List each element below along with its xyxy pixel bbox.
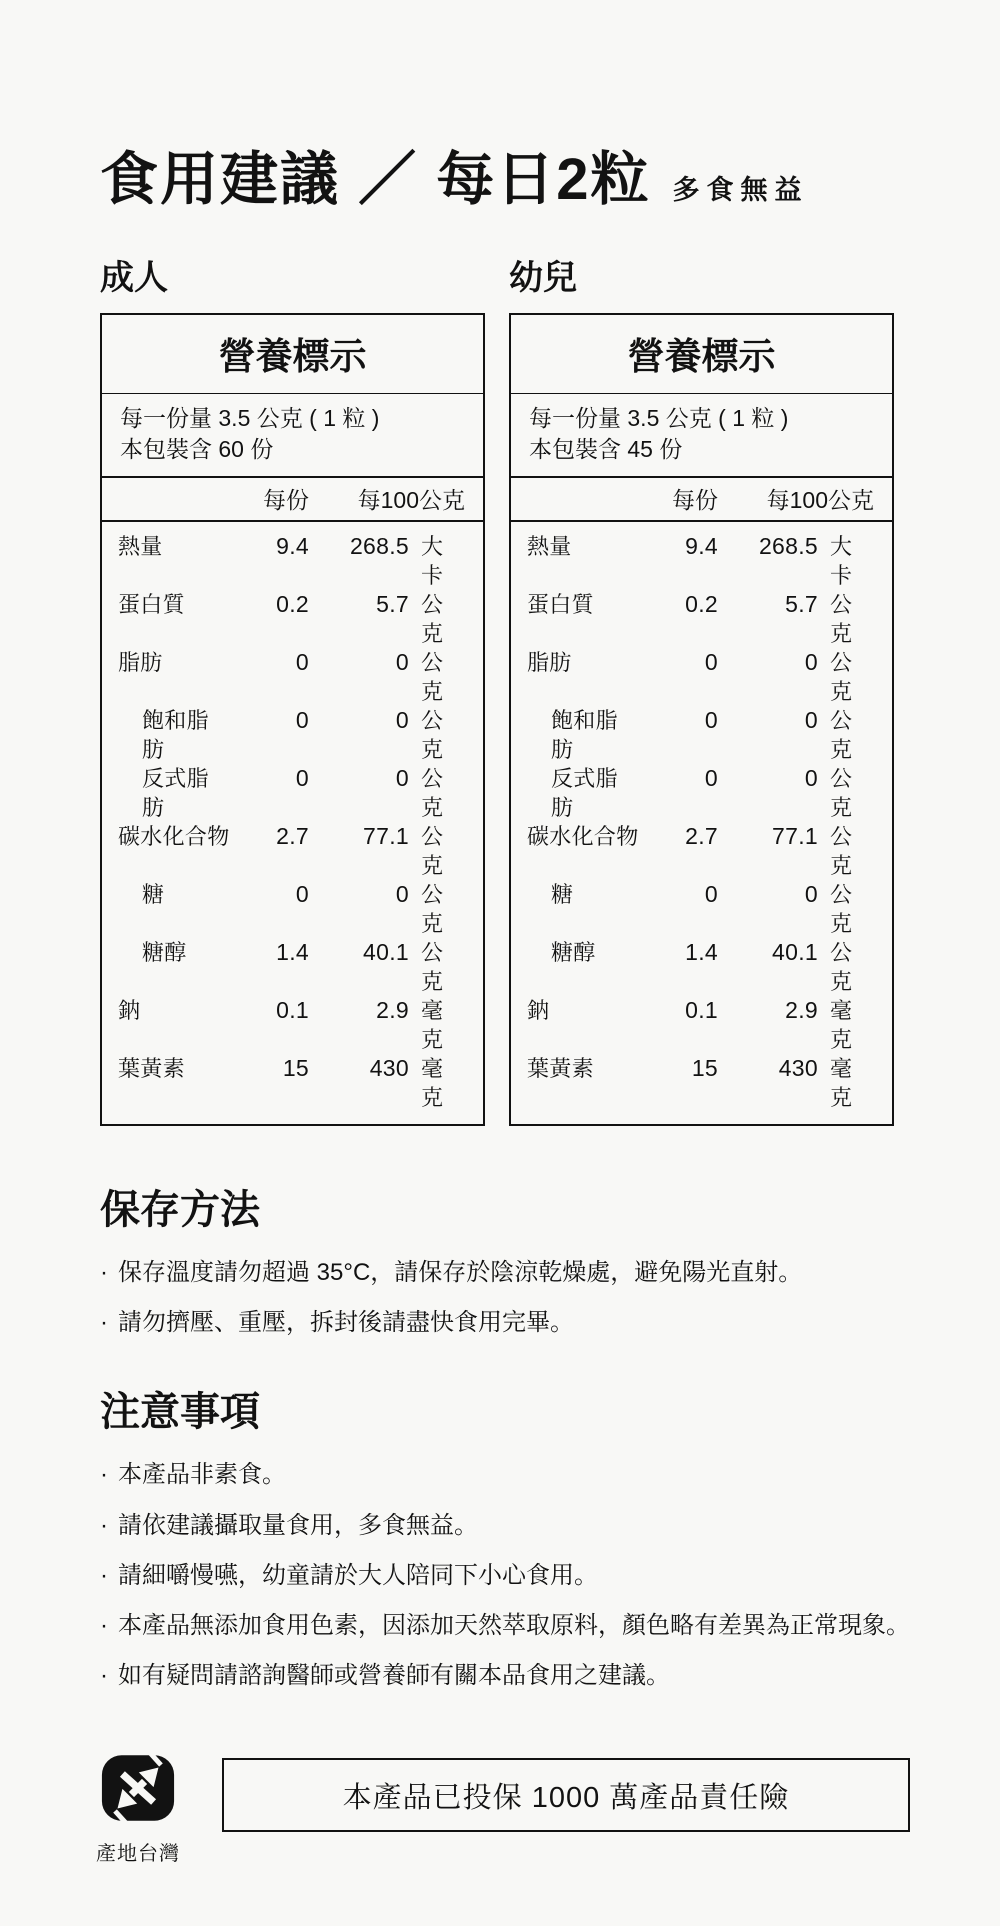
storage-list (100, 1257, 910, 1338)
per-100g-value: 430 (369, 1055, 409, 1082)
unit-label: 大卡 (830, 534, 853, 589)
group-label-adult: 成人 (100, 259, 168, 297)
per-100g-value: 268.5 (349, 533, 409, 560)
per-100g-value: 40.1 (772, 939, 818, 966)
unit-label: 公克 (421, 592, 444, 647)
nutrient-label: 蛋白質 (527, 592, 594, 618)
column-header-spacer (527, 482, 640, 515)
per-serving-value: 0 (295, 707, 309, 734)
nutrient-row (118, 880, 465, 938)
per-serving-value: 0.2 (276, 591, 309, 618)
nutrient-row (118, 590, 465, 648)
servings-count-line: 本包裝含 60 份 (120, 436, 274, 463)
bullet-marker: · (100, 1461, 108, 1489)
per-serving-value: 0 (704, 881, 718, 908)
bullet-marker: · (100, 1259, 108, 1287)
bullet-marker: · (100, 1309, 108, 1337)
unit-label: 公克 (421, 708, 444, 763)
nutrient-label: 葉黃素 (118, 1056, 185, 1082)
bullet-item (100, 1610, 910, 1641)
page-title: 食用建議 ／ 每日2粒 (100, 147, 651, 212)
nutrient-label: 飽和脂肪 (551, 708, 618, 763)
nutrient-rows (102, 522, 483, 1124)
nutrient-label: 碳水化合物 (527, 824, 639, 850)
bullet-marker: · (100, 1511, 108, 1539)
serving-info (102, 394, 483, 478)
nutrient-row (527, 822, 874, 880)
per-100g-value: 0 (395, 707, 409, 734)
per-100g-value: 0 (804, 765, 818, 792)
nutrient-label: 熱量 (527, 534, 572, 560)
nutrient-label: 熱量 (118, 534, 163, 560)
page (96, 132, 910, 1866)
bullet-item (100, 1560, 910, 1591)
per-serving-value: 0 (704, 765, 718, 792)
bullet-item (100, 1307, 910, 1338)
per-serving-value: 0.2 (685, 591, 718, 618)
bullet-item (100, 1510, 910, 1541)
nutrition-tables (100, 250, 910, 1126)
insurance-box (222, 1758, 910, 1832)
per-100g-value: 77.1 (363, 823, 409, 850)
per-100g-value: 77.1 (772, 823, 818, 850)
unit-label: 公克 (421, 650, 444, 705)
per-100g-value: 430 (778, 1055, 818, 1082)
column-header-row (102, 478, 483, 522)
per-100g-value: 2.9 (785, 997, 818, 1024)
page-footer (96, 1745, 910, 1866)
column-header-per-100g: 每100公克 (766, 487, 874, 514)
per-serving-value: 0.1 (276, 997, 309, 1024)
nutrient-row (527, 880, 874, 938)
notes-heading: 注意事項 (100, 1390, 260, 1435)
per-serving-value: 0.1 (685, 997, 718, 1024)
nutrient-row (118, 996, 465, 1054)
per-serving-value: 9.4 (685, 533, 718, 560)
nutrient-row (527, 764, 874, 822)
nutrient-row (527, 532, 874, 590)
nutrient-label: 脂肪 (527, 650, 572, 676)
per-100g-value: 2.9 (376, 997, 409, 1024)
per-serving-value: 0 (704, 649, 718, 676)
storage-section (100, 1178, 910, 1338)
per-100g-value: 0 (395, 649, 409, 676)
per-serving-value: 15 (691, 1055, 718, 1082)
nutrition-table-adult (100, 313, 485, 1126)
nutrient-row (527, 1054, 874, 1112)
nutrient-row (527, 996, 874, 1054)
unit-label: 公克 (830, 592, 853, 647)
per-100g-value: 0 (804, 881, 818, 908)
serving-size-line: 每一份量 3.5 公克 ( 1 粒 ) (529, 405, 789, 431)
page-header (100, 132, 910, 216)
nutrient-row (118, 938, 465, 996)
nutrient-row (118, 764, 465, 822)
unit-label: 公克 (421, 766, 444, 821)
nutrient-label: 蛋白質 (118, 592, 185, 618)
taiwan-recycling-icon (97, 1745, 179, 1831)
unit-label: 公克 (421, 882, 444, 937)
serving-size-line: 每一份量 3.5 公克 ( 1 粒 ) (120, 405, 380, 431)
bullet-marker: · (100, 1561, 108, 1589)
bullet-text: 請依建議攝取量食用，多食無益。 (118, 1511, 478, 1539)
per-serving-value: 2.7 (276, 823, 309, 850)
group-label-child: 幼兒 (509, 259, 577, 297)
unit-label: 公克 (830, 766, 853, 821)
unit-label: 毫克 (830, 998, 853, 1053)
servings-count-line: 本包裝含 45 份 (529, 436, 683, 463)
unit-label: 毫克 (830, 1056, 853, 1111)
unit-label: 公克 (421, 940, 444, 995)
per-100g-value: 40.1 (363, 939, 409, 966)
column-header-spacer (118, 482, 231, 515)
unit-label: 公克 (830, 824, 853, 879)
bullet-text: 請勿擠壓、重壓，拆封後請盡快食用完畢。 (118, 1309, 574, 1337)
per-serving-value: 0 (704, 707, 718, 734)
nutrient-row (527, 938, 874, 996)
unit-label: 公克 (830, 650, 853, 705)
per-serving-value: 1.4 (685, 939, 718, 966)
unit-label: 毫克 (421, 1056, 444, 1111)
nutrient-label: 糖 (551, 882, 574, 908)
nutrition-table-title: 營養標示 (511, 315, 892, 394)
nutrient-rows (511, 522, 892, 1124)
per-100g-value: 0 (395, 765, 409, 792)
unit-label: 大卡 (421, 534, 444, 589)
bullet-item (100, 1459, 910, 1490)
nutrient-label: 飽和脂肪 (142, 708, 209, 763)
bullet-text: 如有疑問請諮詢醫師或營養師有關本品食用之建議。 (118, 1662, 670, 1690)
origin-block (88, 1745, 188, 1866)
bullet-item (100, 1660, 910, 1691)
per-100g-value: 5.7 (785, 591, 818, 618)
nutrient-row (527, 706, 874, 764)
nutrient-row (118, 706, 465, 764)
adult-column (100, 250, 485, 1126)
nutrient-row (118, 822, 465, 880)
title-suffix: 多食無益 (672, 175, 809, 205)
column-header-per-100g: 每100公克 (357, 487, 465, 514)
per-serving-value: 9.4 (276, 533, 309, 560)
column-header-row (511, 478, 892, 522)
per-100g-value: 0 (804, 707, 818, 734)
notes-section (100, 1380, 910, 1691)
per-100g-value: 0 (804, 649, 818, 676)
nutrient-row (118, 648, 465, 706)
nutrient-row (118, 532, 465, 590)
unit-label: 公克 (830, 882, 853, 937)
unit-label: 公克 (830, 708, 853, 763)
nutrient-label: 糖醇 (142, 940, 187, 966)
bullet-text: 請細嚼慢嚥，幼童請於大人陪同下小心食用。 (118, 1561, 598, 1589)
per-serving-value: 0 (295, 881, 309, 908)
serving-info (511, 394, 892, 478)
bullet-item (100, 1257, 910, 1288)
nutrient-label: 鈉 (527, 998, 550, 1024)
per-serving-value: 15 (282, 1055, 309, 1082)
nutrient-row (527, 590, 874, 648)
child-column (509, 250, 894, 1126)
per-100g-value: 268.5 (758, 533, 818, 560)
nutrient-row (118, 1054, 465, 1112)
nutrient-label: 碳水化合物 (118, 824, 230, 850)
column-header-per-serving: 每份 (672, 487, 718, 514)
unit-label: 公克 (830, 940, 853, 995)
per-100g-value: 5.7 (376, 591, 409, 618)
nutrient-label: 鈉 (118, 998, 141, 1024)
nutrient-label: 糖 (142, 882, 165, 908)
unit-label: 毫克 (421, 998, 444, 1053)
nutrient-label: 糖醇 (551, 940, 596, 966)
notes-list (100, 1459, 910, 1691)
storage-heading: 保存方法 (100, 1188, 260, 1233)
per-serving-value: 1.4 (276, 939, 309, 966)
nutrient-label: 脂肪 (118, 650, 163, 676)
bullet-marker: · (100, 1662, 108, 1690)
bullet-text: 保存溫度請勿超過 35°C，請保存於陰涼乾燥處，避免陽光直射。 (118, 1259, 803, 1287)
nutrition-table-child (509, 313, 894, 1126)
per-100g-value: 0 (395, 881, 409, 908)
nutrient-label: 反式脂肪 (551, 766, 618, 821)
bullet-text: 本產品非素食。 (118, 1461, 286, 1489)
per-serving-value: 2.7 (685, 823, 718, 850)
nutrient-label: 反式脂肪 (142, 766, 209, 821)
per-serving-value: 0 (295, 765, 309, 792)
insurance-text: 本產品已投保 1000 萬產品責任險 (342, 1781, 790, 1814)
unit-label: 公克 (421, 824, 444, 879)
bullet-marker: · (100, 1612, 108, 1640)
bullet-text: 本產品無添加食用色素，因添加天然萃取原料，顏色略有差異為正常現象。 (118, 1612, 910, 1640)
per-serving-value: 0 (295, 649, 309, 676)
origin-label: 產地台灣 (96, 1843, 180, 1866)
column-header-per-serving: 每份 (263, 487, 309, 514)
nutrient-row (527, 648, 874, 706)
nutrition-table-title: 營養標示 (102, 315, 483, 394)
nutrient-label: 葉黃素 (527, 1056, 594, 1082)
